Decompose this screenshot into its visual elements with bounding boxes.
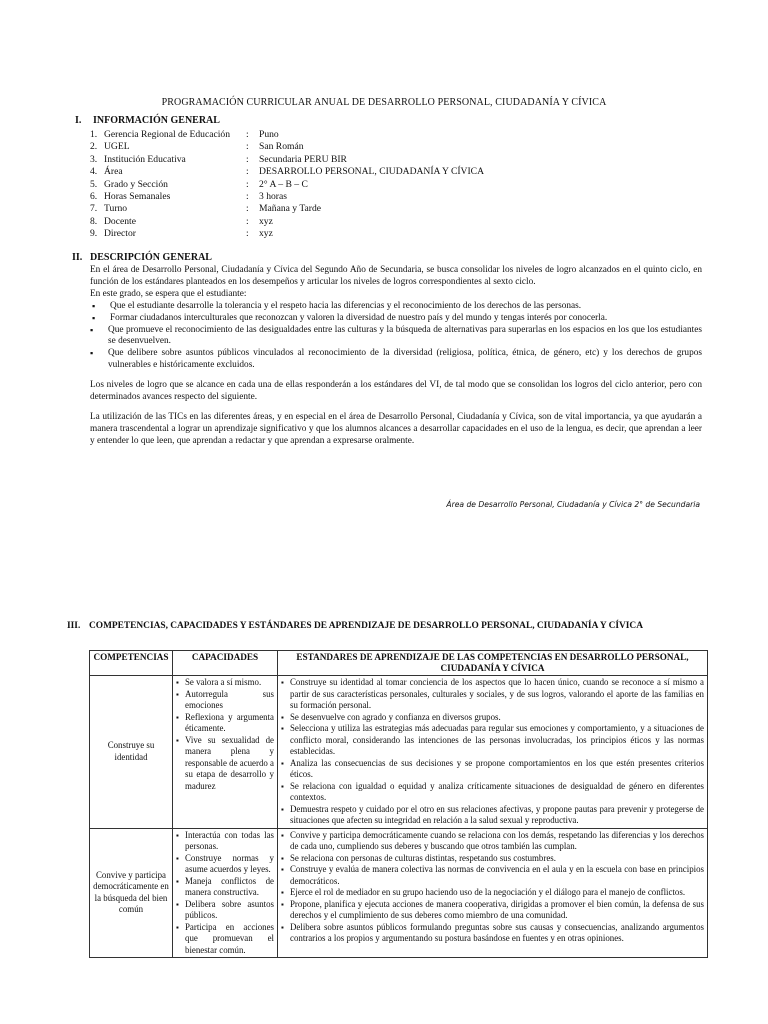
info-colon: : bbox=[246, 190, 249, 202]
competencia-cell: Construye su identidad bbox=[90, 676, 173, 829]
info-row bbox=[90, 191, 484, 203]
info-row bbox=[90, 129, 484, 141]
info-colon: : bbox=[246, 228, 249, 240]
info-colon: : bbox=[246, 129, 249, 140]
list-item: ▪ Reflexiona y argumenta éticamente. bbox=[176, 712, 274, 735]
info-value: 2° A – B – C bbox=[259, 178, 308, 190]
capacidades-cell bbox=[173, 828, 278, 958]
info-number: 2. bbox=[90, 141, 98, 153]
info-label: Docente bbox=[104, 215, 136, 227]
info-colon: : bbox=[246, 215, 249, 227]
info-label: Área bbox=[104, 166, 123, 178]
expectations-list bbox=[90, 301, 702, 372]
list-item: ▪ Delibera sobre asuntos públicos formulando preguntas sobre sus causas y consecuencias, analizando argumentos contrarios a los propios y argumentando su postura basándose en fuentes y en otras opiniones. bbox=[281, 922, 704, 945]
list-item: ▪ Se valora a sí mismo. bbox=[176, 677, 274, 689]
info-value: Puno bbox=[259, 129, 279, 140]
info-number: 5. bbox=[90, 178, 98, 190]
list-item: ▪ Participa en acciones que promuevan el bienestar común. bbox=[176, 922, 274, 957]
section-1-title: INFORMACIÓN GENERAL bbox=[93, 115, 220, 126]
info-row bbox=[90, 141, 484, 153]
list-item: ▪ Que delibere sobre asuntos públicos vinculados al reconocimiento de la diversidad (religiosa, política, étnica, de género, etc) y los derechos de grupos vulnerables e históricamente excluidos. bbox=[90, 348, 702, 372]
table-row bbox=[90, 676, 708, 829]
info-colon: : bbox=[246, 166, 249, 178]
header-capacidades: CAPACIDADES bbox=[173, 651, 278, 676]
competencies-table bbox=[89, 650, 708, 958]
section-2-heading bbox=[72, 252, 212, 263]
info-label: UGEL bbox=[104, 141, 130, 153]
list-item: ▪ Delibera sobre asuntos públicos. bbox=[176, 899, 274, 922]
section-3-number: III. bbox=[67, 621, 81, 631]
list-item: ▪ Maneja conflictos de manera constructiva. bbox=[176, 876, 274, 899]
description-paragraph-3: La utilización de las TICs en las diferentes áreas, y en especial en el área de Desarrollo Personal, Ciudadanía y Cívica, son de vital importancia, ya que ayudarán a manera trascendental a lograr un aprendizaje significativo y que los alumnos alcances a desarrollar capacidades en el uso de la lengua, es decir, que aprendan a leer y entender lo que leen, que aprendan a redactar y que aprendan a expresarse oralmente. bbox=[90, 411, 702, 446]
info-colon: : bbox=[246, 153, 249, 165]
info-value: DESARROLLO PERSONAL, CIUDADANÍA Y CÍVICA bbox=[259, 166, 485, 178]
list-item: ▪ Autorregula sus emociones bbox=[176, 689, 274, 712]
info-value: 3 horas bbox=[259, 190, 287, 202]
estandares-cell bbox=[278, 676, 708, 829]
info-number: 4. bbox=[90, 166, 98, 178]
list-item: ▪ Analiza las consecuencias de sus decisiones y se propone comportamientos en los que estén presentes criterios éticos. bbox=[281, 758, 704, 781]
competencia-cell: Convive y participa democráticamente en la búsqueda del bien común bbox=[90, 828, 173, 958]
description-intro: En el área de Desarrollo Personal, Ciudadanía y Cívica del Segundo Año de Secundaria, se busca consolidar los niveles de logro alcanzados en el quinto ciclo, en función de los estándares planteados en los desempeños y articular los niveles de logros correspondientes al sexto ciclo. bbox=[90, 265, 702, 287]
info-number: 6. bbox=[90, 190, 98, 202]
info-number: 8. bbox=[90, 215, 98, 227]
info-number: 1. bbox=[90, 129, 98, 140]
list-item: ▪ Se relaciona con personas de culturas distintas, respetando sus costumbres. bbox=[281, 853, 704, 865]
estandares-cell bbox=[278, 828, 708, 958]
general-description bbox=[90, 265, 702, 448]
info-row bbox=[90, 216, 484, 228]
info-value: xyz bbox=[259, 215, 273, 227]
list-item: ▪ Se desenvuelve con agrado y confianza en diversos grupos. bbox=[281, 712, 704, 724]
document-title: PROGRAMACIÓN CURRICULAR ANUAL DE DESARROLLO PERSONAL, CIUDADANÍA Y CÍVICA bbox=[161, 97, 607, 108]
page-footer: Área de Desarrollo Personal, Ciudadanía y Cívica 2° de Secundaria bbox=[446, 500, 700, 509]
capacidades-cell bbox=[173, 676, 278, 829]
info-value: xyz bbox=[259, 228, 273, 240]
description-intro-2: En este grado, se espera que el estudiante: bbox=[90, 288, 247, 299]
info-label: Horas Semanales bbox=[104, 190, 171, 202]
info-number: 9. bbox=[90, 228, 98, 240]
section-1-heading bbox=[75, 115, 220, 126]
description-paragraph-2: Los niveles de logro que se alcance en cada una de ellas responderán a los estándares del VI, de tal modo que se consolidan los logros del ciclo anterior, pero con determinados avances respecto del siguiente. bbox=[90, 380, 702, 403]
info-value: San Román bbox=[259, 141, 304, 153]
header-competencias: COMPETENCIAS bbox=[90, 651, 173, 676]
list-item: ▪ Se relaciona con igualdad o equidad y analiza críticamente situaciones de desigualdad de género en diferentes contextos. bbox=[281, 781, 704, 804]
section-3-title: COMPETENCIAS, CAPACIDADES Y ESTÁNDARES DE APRENDIZAJE DE DESARROLLO PERSONAL, CIUDADANÍA Y CÍVICA bbox=[89, 621, 643, 631]
list-item: ▪ Propone, planifica y ejecuta acciones de manera cooperativa, dirigidas a promover el bien común, la defensa de sus derechos y el cumplimiento de sus deberes como miembro de una comunidad. bbox=[281, 899, 704, 922]
list-item: ▪ Construye su identidad al tomar conciencia de los aspectos que lo hacen único, cuando se reconoce a sí mismo a partir de sus características personales, culturales y sociales, y de sus logros, valorando el aporte de las familias en su formación personal. bbox=[281, 677, 704, 712]
info-colon: : bbox=[246, 178, 249, 190]
list-item: ▪ Que promueve el reconocimiento de las desigualdades entre las culturas y la búsqueda de alternativas para superarlas en los espacios en los que los estudiantes se desenvuelven. bbox=[90, 325, 702, 349]
list-item: ▪ Ejerce el rol de mediador en su grupo haciendo uso de la negociación y el diálogo para el manejo de conflictos. bbox=[281, 887, 704, 899]
info-label: Gerencia Regional de Educación bbox=[104, 129, 230, 140]
info-value: Mañana y Tarde bbox=[259, 203, 322, 215]
info-row bbox=[90, 179, 484, 191]
info-colon: : bbox=[246, 141, 249, 153]
table-header-row bbox=[90, 651, 708, 676]
list-item: ▪ Que el estudiante desarrolle la tolerancia y el respeto hacia las diferencias y el reconocimiento de los derechos de las personas. bbox=[90, 301, 702, 313]
info-row bbox=[90, 154, 484, 166]
list-item: ▪ Demuestra respeto y cuidado por el otro en sus relaciones afectivas, y propone pautas para prevenir y protegerse de situaciones que afecten su integridad en relación a la salud sexual y reproductiva. bbox=[281, 804, 704, 827]
list-item: ▪ Vive su sexualidad de manera plena y responsable de acuerdo a su etapa de desarrollo y madurez bbox=[176, 735, 274, 793]
header-estandares: ESTANDARES DE APRENDIZAJE DE LAS COMPETENCIAS EN DESARROLLO PERSONAL, CIUDADANÍA Y CÍVICA bbox=[278, 651, 708, 676]
info-colon: : bbox=[246, 203, 249, 215]
list-item: ▪ Convive y participa democráticamente cuando se relaciona con los demás, respetando las diferencias y los derechos de cada uno, cumpliendo sus deberes y buscando que otros también las cumplan. bbox=[281, 830, 704, 853]
info-label: Director bbox=[104, 228, 136, 240]
info-label: Institución Educativa bbox=[104, 153, 186, 165]
list-item: ▪ Construye y evalúa de manera colectiva las normas de convivencia en el aula y en la escuela con base en principios democráticos. bbox=[281, 864, 704, 887]
list-item: ▪ Selecciona y utiliza las estrategias más adecuadas para regular sus emociones y comportamiento, y a situaciones de conflicto moral, considerando las intenciones de las personas involucradas, los principios éticos y las normas establecidas. bbox=[281, 723, 704, 758]
info-number: 7. bbox=[90, 203, 98, 215]
section-3-heading bbox=[67, 621, 643, 631]
info-row bbox=[90, 166, 484, 178]
list-item: ▪ Construye normas y asume acuerdos y leyes. bbox=[176, 853, 274, 876]
info-number: 3. bbox=[90, 153, 98, 165]
general-info-list bbox=[90, 129, 484, 241]
table-row bbox=[90, 828, 708, 958]
info-row bbox=[90, 228, 484, 240]
list-item: ▪ Interactúa con todas las personas. bbox=[176, 830, 274, 853]
section-2-number: II. bbox=[72, 252, 83, 263]
section-1-number: I. bbox=[75, 115, 82, 126]
info-label: Grado y Sección bbox=[104, 178, 168, 190]
info-value: Secundaria PERU BIR bbox=[259, 153, 347, 165]
section-2-title: DESCRIPCIÓN GENERAL bbox=[90, 252, 212, 263]
list-item: ▪ Formar ciudadanos interculturales que reconozcan y valoren la diversidad de nuestro país y del mundo y tengas interés por conocerla. bbox=[90, 313, 702, 325]
info-row bbox=[90, 203, 484, 215]
info-label: Turno bbox=[104, 203, 128, 215]
